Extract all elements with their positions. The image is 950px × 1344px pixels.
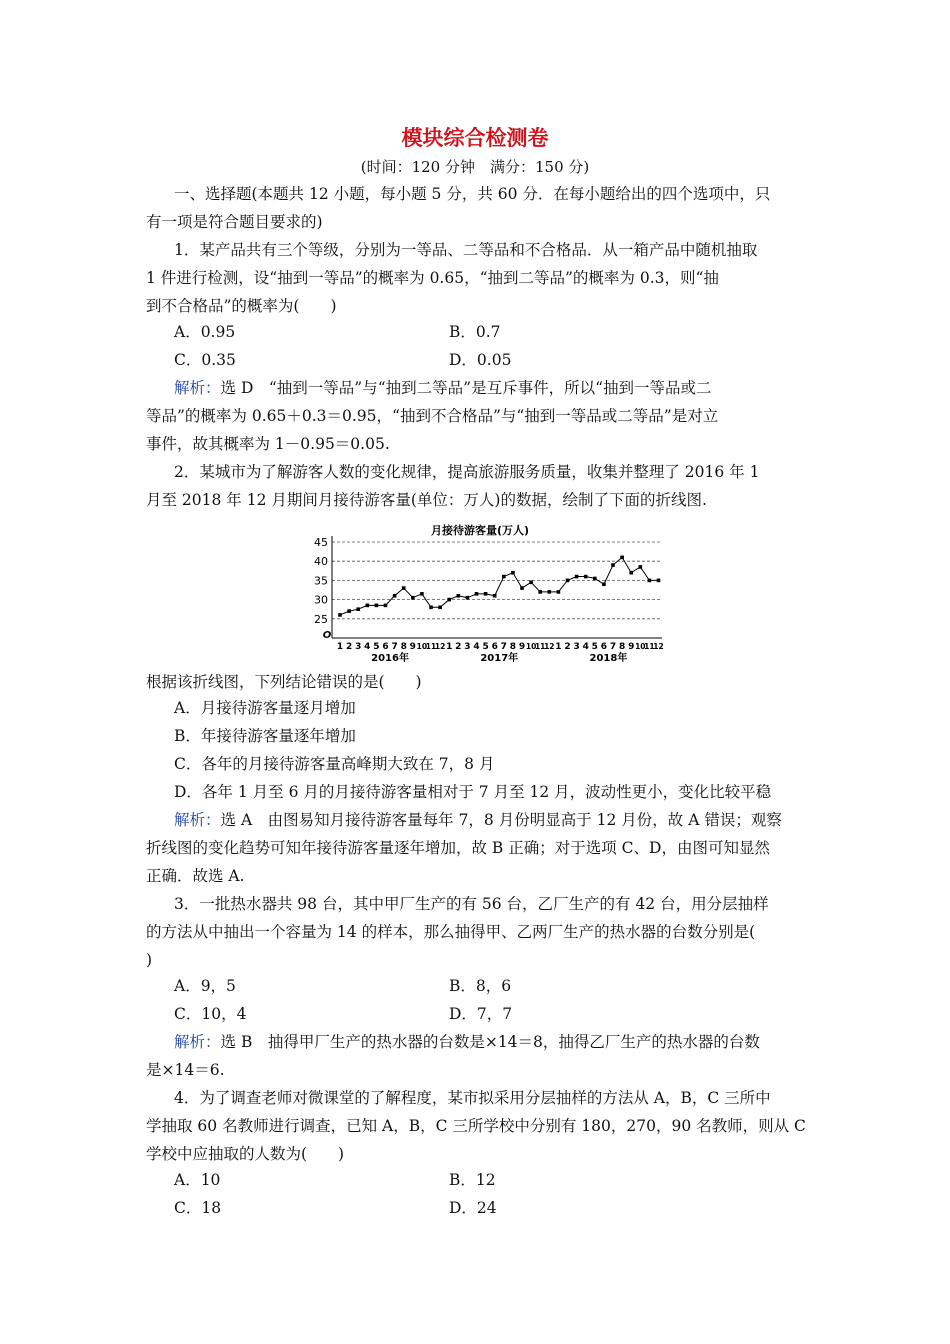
y-tick-label: 40: [314, 555, 328, 569]
q1-analysis-cont: 事件，故其概率为 1－0.95＝0.05.: [146, 435, 390, 453]
q4-option-b: B．12: [449, 1171, 496, 1189]
q3-analysis: [174, 1032, 810, 1052]
q3-stem-cont: 的方法从中抽出一个容量为 14 的样本，那么抽得甲、乙两厂生产的热水器的台数分别是(: [146, 923, 756, 941]
data-point: [493, 594, 497, 598]
q2-option-d: D．各年 1 月至 6 月的月接待游客量相对于 7 月至 12 月，波动性更小，变化比较平稳: [174, 783, 772, 801]
data-point: [575, 575, 579, 579]
section-intro-cont: 有一项是符合题目要求的): [146, 213, 323, 231]
data-point: [648, 579, 652, 583]
data-point: [347, 609, 351, 613]
q2-analysis: [174, 810, 810, 830]
x-tick-label: 9: [409, 642, 416, 652]
q2-analysis-cont: 正确．故选 A.: [146, 867, 245, 885]
data-point: [529, 581, 533, 585]
data-point: [584, 575, 588, 579]
x-tick-label: 3: [464, 642, 471, 652]
exam-info: (时间：120 分钟 满分：150 分): [360, 158, 590, 176]
q3-analysis-cont: 是×14＝6.: [146, 1061, 225, 1079]
x-tick-label: 3: [573, 642, 580, 652]
data-point: [411, 596, 415, 600]
x-tick-label: 9: [628, 642, 635, 652]
x-tick-label: 11: [534, 642, 546, 651]
data-point: [629, 571, 633, 575]
data-point: [384, 604, 388, 608]
x-tick-label: 5: [373, 642, 380, 652]
q2-analysis-cont: 折线图的变化趋势可知年接待游客量逐年增加，故 B 正确；对于选项 C、D，由图可知显然: [146, 839, 770, 857]
x-tick-label: 9: [518, 642, 526, 652]
line-chart: [310, 520, 674, 662]
data-point: [438, 605, 442, 609]
data-point: [602, 582, 606, 586]
x-tick-label: 7: [391, 642, 398, 652]
x-tick-label: 2: [455, 642, 462, 652]
x-tick-label: 11: [425, 642, 437, 651]
data-point: [566, 579, 570, 583]
x-tick-label: 6: [382, 642, 389, 652]
x-tick-label: 10: [525, 642, 537, 651]
y-tick-label: 25: [314, 612, 328, 626]
x-tick-label: 2: [564, 642, 571, 652]
q2-option-c: C．各年的月接待游客量高峰期大致在 7，8 月: [174, 755, 495, 773]
x-tick-label: 6: [491, 642, 498, 652]
q3-analysis-text: 选 B 抽得甲厂生产的热水器的台数是×14＝8，抽得乙厂生产的热水器的台数: [220, 1033, 760, 1051]
data-point: [548, 590, 552, 594]
page-title: 模块综合检测卷: [401, 126, 549, 150]
section-intro: 一、选择题(本题共 12 小题，每小题 5 分，共 60 分．在每小题给出的四个选项中，只: [174, 185, 771, 203]
data-point: [593, 577, 597, 581]
analysis-label: 解析：: [174, 379, 221, 397]
q1-option-d: D．0.05: [449, 351, 512, 369]
data-point: [502, 575, 506, 579]
data-point: [611, 563, 615, 567]
q3-option-b: B．8，6: [449, 977, 512, 995]
q1-analysis: [174, 378, 810, 398]
q2-option-b: B．年接待游客量逐年增加: [174, 727, 356, 745]
x-tick-label: 6: [600, 642, 608, 652]
x-tick-label: 4: [473, 642, 480, 652]
q3-option-d: D．7，7: [449, 1005, 513, 1023]
data-point: [420, 592, 424, 596]
q2-stem: 2．某城市为了解游客人数的变化规律，提高旅游服务质量，收集并整理了 2016 年 1: [174, 463, 760, 481]
data-point: [639, 565, 643, 569]
q3-stem-cont: ): [146, 951, 153, 969]
q2-option-a: A．月接待游客量逐月增加: [174, 699, 356, 717]
series-line: [340, 557, 659, 615]
analysis-label: 解析：: [174, 1033, 221, 1051]
q1-stem-cont: 到不合格品”的概率为( ): [146, 297, 337, 315]
q2-stem-cont: 月至 2018 年 12 月期间月接待游客量(单位：万人)的数据，绘制了下面的折线图.: [146, 491, 707, 509]
x-tick-label: 10: [635, 642, 646, 651]
x-tick-label: 1: [446, 642, 453, 652]
q1-stem-cont: 1 件进行检测，设“抽到一等品”的概率为 0.65，“抽到二等品”的概率为 0.3，则“抽: [146, 269, 719, 287]
year-label: 2016年: [371, 653, 409, 662]
x-tick-label: 1: [336, 642, 344, 652]
q3-stem: 3．一批热水器共 98 台，其中甲厂生产的有 56 台，乙厂生产的有 42 台，用分层抽样: [174, 895, 769, 913]
data-point: [511, 571, 515, 575]
y-tick-label: 35: [314, 574, 328, 588]
x-tick-label: 12: [653, 642, 664, 651]
q3-option-c: C．10，4: [174, 1005, 247, 1023]
data-point: [447, 598, 451, 602]
data-point: [484, 592, 488, 596]
data-point: [338, 613, 342, 617]
x-tick-label: 12: [434, 642, 446, 651]
x-tick-label: 11: [644, 642, 655, 651]
data-point: [393, 594, 397, 598]
x-tick-label: 8: [618, 642, 626, 652]
x-tick-label: 8: [509, 642, 517, 652]
x-tick-label: 5: [591, 642, 598, 652]
chart-title: 月接待游客量(万人): [430, 524, 530, 537]
data-point: [466, 596, 470, 600]
data-point: [620, 556, 624, 560]
year-label: 2017年: [480, 653, 519, 662]
data-point: [657, 579, 661, 583]
q3-option-a: A．9，5: [174, 977, 236, 995]
q1-option-c: C．0.35: [174, 351, 236, 369]
x-tick-label: 7: [609, 642, 617, 652]
data-point: [375, 604, 379, 608]
q1-option-a: A．0.95: [174, 323, 236, 341]
data-point: [475, 592, 479, 596]
q4-option-c: C．18: [174, 1199, 222, 1217]
q1-option-b: B．0.7: [449, 323, 501, 341]
x-tick-label: 8: [400, 642, 407, 652]
x-tick-label: 12: [544, 642, 555, 651]
data-point: [557, 590, 561, 594]
q4-option-d: D．24: [449, 1199, 497, 1217]
q4-stem-cont: 学抽取 60 名教师进行调查，已知 A，B，C 三所学校中分别有 180，270，90 名教师，则从 C: [146, 1117, 806, 1135]
x-tick-label: 10: [416, 642, 428, 651]
data-point: [402, 586, 406, 590]
y-tick-label: 30: [314, 593, 328, 607]
q2-question: 根据该折线图，下列结论错误的是( ): [146, 673, 422, 691]
q2-analysis-text: 选 A 由图易知月接待游客量每年 7，8 月份明显高于 12 月份，故 A 错误；观察: [220, 811, 782, 829]
x-tick-label: 2: [345, 642, 353, 652]
data-point: [366, 604, 370, 608]
q1-stem: 1．某产品共有三个等级，分别为一等品、二等品和不合格品．从一箱产品中随机抽取: [174, 241, 758, 259]
data-point: [457, 594, 461, 598]
data-point: [356, 607, 360, 611]
q4-stem: 4．为了调查老师对微课堂的了解程度，某市拟采用分层抽样的方法从 A，B，C 三所中: [174, 1089, 771, 1107]
q1-analysis-cont: 等品”的概率为 0.65＋0.3＝0.95，“抽到不合格品”与“抽到一等品或二等品”是对立: [146, 407, 719, 425]
x-tick-label: 3: [355, 642, 362, 652]
q1-analysis-text: 选 D “抽到一等品”与“抽到二等品”是互斥事件，所以“抽到一等品或二: [220, 379, 712, 397]
y-tick-label: 45: [314, 536, 328, 549]
origin-label: O: [322, 630, 332, 641]
x-tick-label: 5: [482, 642, 489, 652]
data-point: [429, 605, 433, 609]
analysis-label: 解析：: [174, 811, 221, 829]
q4-option-a: A．10: [174, 1171, 221, 1189]
q4-stem-cont: 学校中应抽取的人数为( ): [146, 1145, 345, 1163]
x-tick-label: 4: [364, 642, 371, 652]
year-label: 2018年: [589, 653, 628, 662]
data-point: [538, 590, 542, 594]
x-tick-label: 1: [555, 642, 562, 652]
x-tick-label: 4: [582, 642, 589, 652]
data-point: [520, 586, 524, 590]
x-tick-label: 7: [500, 642, 507, 652]
